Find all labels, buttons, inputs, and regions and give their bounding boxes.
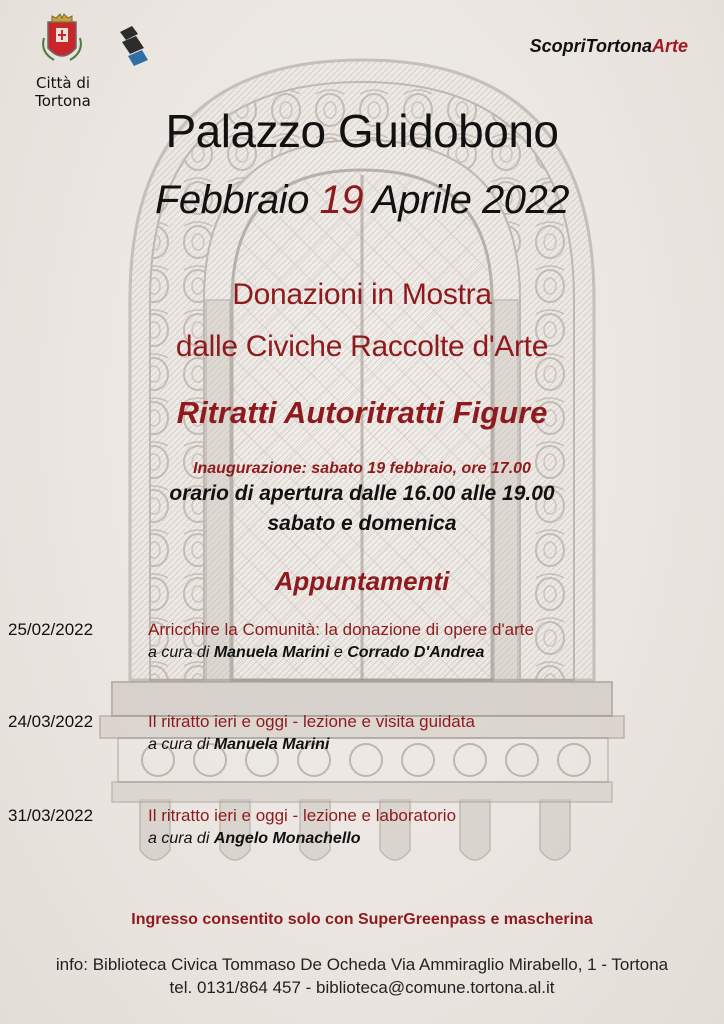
brand-main: ScopriTortona bbox=[529, 36, 652, 56]
sistema-book-icon bbox=[118, 24, 168, 72]
date-start: Febbraio bbox=[154, 178, 309, 222]
page-title: Palazzo Guidobono bbox=[165, 105, 559, 157]
subtitle-line-2: dalle Civiche Raccolte d'Arte bbox=[175, 330, 549, 363]
cura-prefix: a cura di bbox=[148, 736, 214, 753]
speaker-name: Angelo Monachello bbox=[213, 830, 361, 847]
appointment-curator bbox=[148, 830, 360, 848]
sistema-bibliotecario-logo bbox=[118, 24, 168, 72]
info-contact: tel. 0131/864 457 - biblioteca@comune.tortona.al.it bbox=[169, 978, 555, 997]
appointments-heading: Appuntamenti bbox=[274, 566, 450, 596]
opening-days: sabato e domenica bbox=[267, 512, 457, 535]
speaker-name: Corrado D'Andrea bbox=[347, 644, 485, 661]
brand-scopri-tortona-arte bbox=[530, 36, 688, 57]
speaker-name: Manuela Marini bbox=[213, 736, 330, 753]
subtitle-line-1: Donazioni in Mostra bbox=[232, 278, 492, 311]
info-address: info: Biblioteca Civica Tommaso De Ocheda Via Ammiraglio Mirabello, 1 - Tortona bbox=[55, 955, 669, 974]
speaker-name: Manuela Marini bbox=[213, 644, 330, 661]
appointment-date: 24/03/2022 bbox=[8, 712, 94, 731]
cura-prefix: a cura di bbox=[148, 644, 214, 661]
city-label: Città di Tortona bbox=[35, 74, 91, 110]
inauguration-text: Inaugurazione: sabato 19 febbraio, ore 17.00 bbox=[193, 460, 531, 477]
exhibition-title: Ritratti Autoritratti Figure bbox=[176, 395, 548, 430]
appointment-curator bbox=[148, 736, 329, 754]
appointment-curator bbox=[148, 644, 484, 662]
appointment-date: 31/03/2022 bbox=[8, 806, 94, 825]
appointment-date: 25/02/2022 bbox=[8, 620, 94, 639]
opening-hours: orario di apertura dalle 16.00 alle 19.00 bbox=[169, 482, 555, 505]
date-day: 19 bbox=[319, 178, 363, 222]
tortona-crest-icon bbox=[38, 8, 86, 70]
cura-joiner: e bbox=[329, 644, 348, 661]
exhibition-dates bbox=[0, 178, 724, 223]
citta-di-tortona-logo bbox=[8, 8, 118, 110]
brand-accent: Arte bbox=[651, 36, 688, 56]
appointment-title: Il ritratto ieri e oggi - lezione e visita guidata bbox=[148, 712, 475, 731]
entry-notice: Ingresso consentito solo con SuperGreenpass e mascherina bbox=[131, 911, 593, 928]
date-end: Aprile 2022 bbox=[372, 178, 569, 222]
appointment-title: Il ritratto ieri e oggi - lezione e laboratorio bbox=[148, 806, 457, 825]
appointment-title: Arricchire la Comunità: la donazione di opere d'arte bbox=[148, 620, 534, 639]
cura-prefix: a cura di bbox=[148, 830, 214, 847]
